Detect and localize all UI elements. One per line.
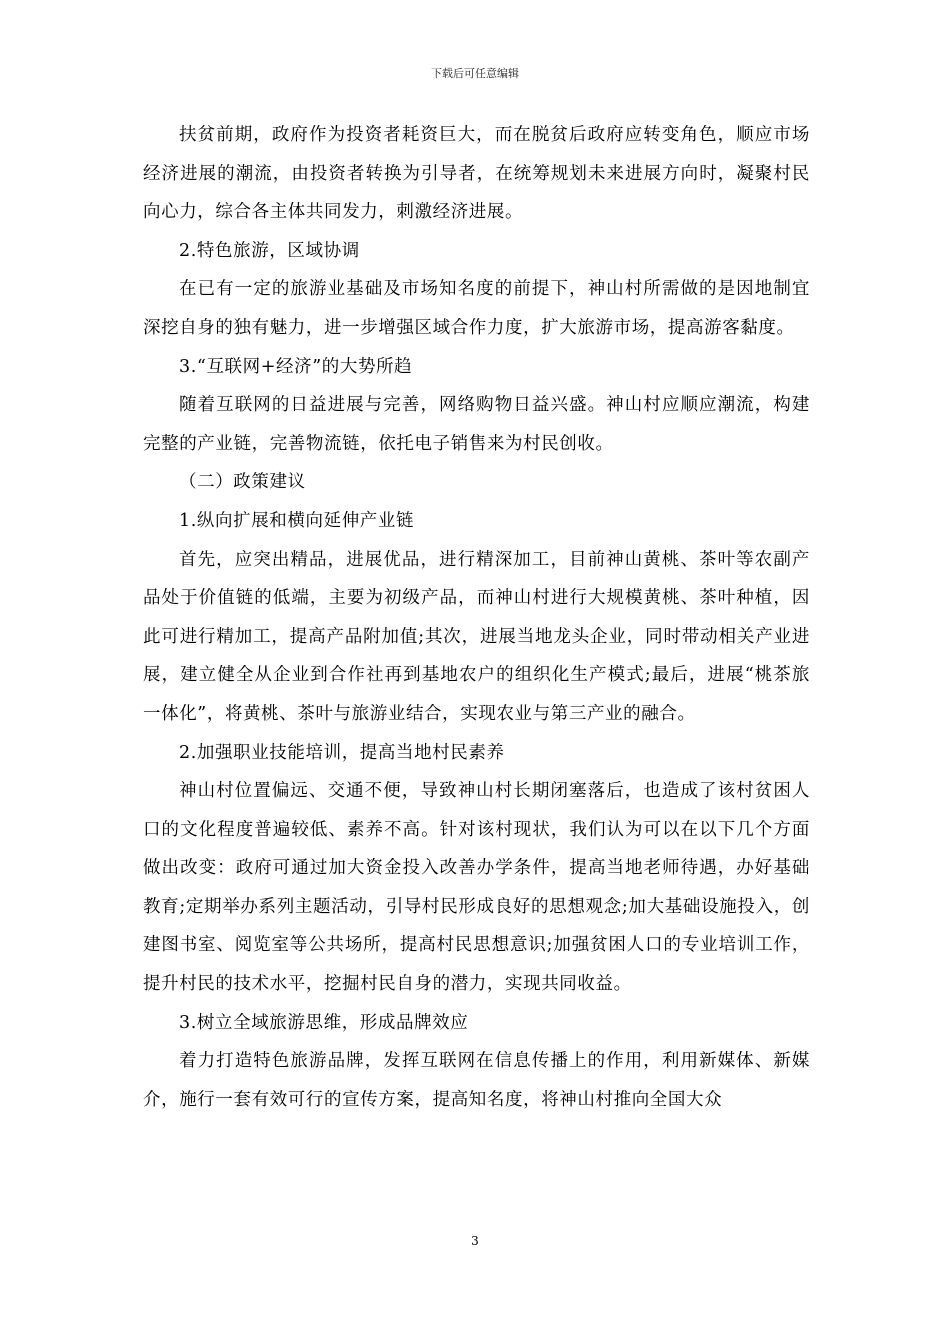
paragraph-brand: 着力打造特色旅游品牌，发挥互联网在信息传播上的作用，利用新媒体、新媒介，施行一套有效可行的宣传方案，提高知名度，将神山村推向全国大众 xyxy=(143,1051,810,1110)
section-heading-policy: （二）政策建议 xyxy=(179,472,306,493)
heading-vocational-training: 2.加强职业技能培训，提高当地村民素养 xyxy=(179,742,505,763)
paragraph-industry-chain: 首先，应突出精品，进展优品，进行精深加工，目前神山黄桃、茶叶等农副产品处于价值链的低端，主要为初级产品，而神山村进行大规模黄桃、茶叶种植，因此可进行精加工，提高产品附加值;其次，进展当地龙头企业，同时带动相关产业进展，建立健全从企业到合作社再到基地农户的组织化生产模式;最后，进展“桃茶旅一体化”，将黄桃、茶叶与旅游业结合，实现农业与第三产业的融合。 xyxy=(143,549,810,724)
paragraph-tourism: 在已有一定的旅游业基础及市场知名度的前提下，神山村所需做的是因地制宜深挖自身的独有魅力，进一步增强区域合作力度，扩大旅游市场，提高游客黏度。 xyxy=(143,279,810,338)
heading-brand-effect: 3.树立全域旅游思维，形成品牌效应 xyxy=(179,1012,469,1033)
paragraph-internet: 随着互联网的日益进展与完善，网络购物日益兴盛。神山村应顺应潮流，构建完整的产业链，完善物流链，依托电子销售来为村民创收。 xyxy=(143,395,810,454)
document-body xyxy=(143,116,810,1119)
page-header-note: 下载后可任意编辑 xyxy=(431,67,519,80)
heading-special-tourism: 2.特色旅游，区域协调 xyxy=(179,240,360,261)
heading-industry-chain: 1.纵向扩展和横向延伸产业链 xyxy=(179,510,415,531)
paragraph-government-role: 扶贫前期，政府作为投资者耗资巨大，而在脱贫后政府应转变角色，顺应市场经济进展的潮流，由投资者转换为引导者，在统筹规划未来进展方向时，凝聚村民向心力，综合各主体共同发力，刺激经济进展。 xyxy=(143,125,810,223)
heading-internet-economy: 3.“互联网+经济”的大势所趋 xyxy=(179,356,413,377)
page-number: 3 xyxy=(471,1234,479,1248)
paragraph-training: 神山村位置偏远、交通不便，导致神山村长期闭塞落后，也造成了该村贫困人口的文化程度普遍较低、素养不高。针对该村现状，我们认为可以在以下几个方面做出改变：政府可通过加大资金投入改善办学条件，提高当地老师待遇，办好基础教育;定期举办系列主题活动，引导村民形成良好的思想观念;加大基础设施投入，创建图书室、阅览室等公共场所，提高村民思想意识;加强贫困人口的专业培训工作，提升村民的技术水平，挖掘村民自身的潜力，实现共同收益。 xyxy=(143,781,810,995)
